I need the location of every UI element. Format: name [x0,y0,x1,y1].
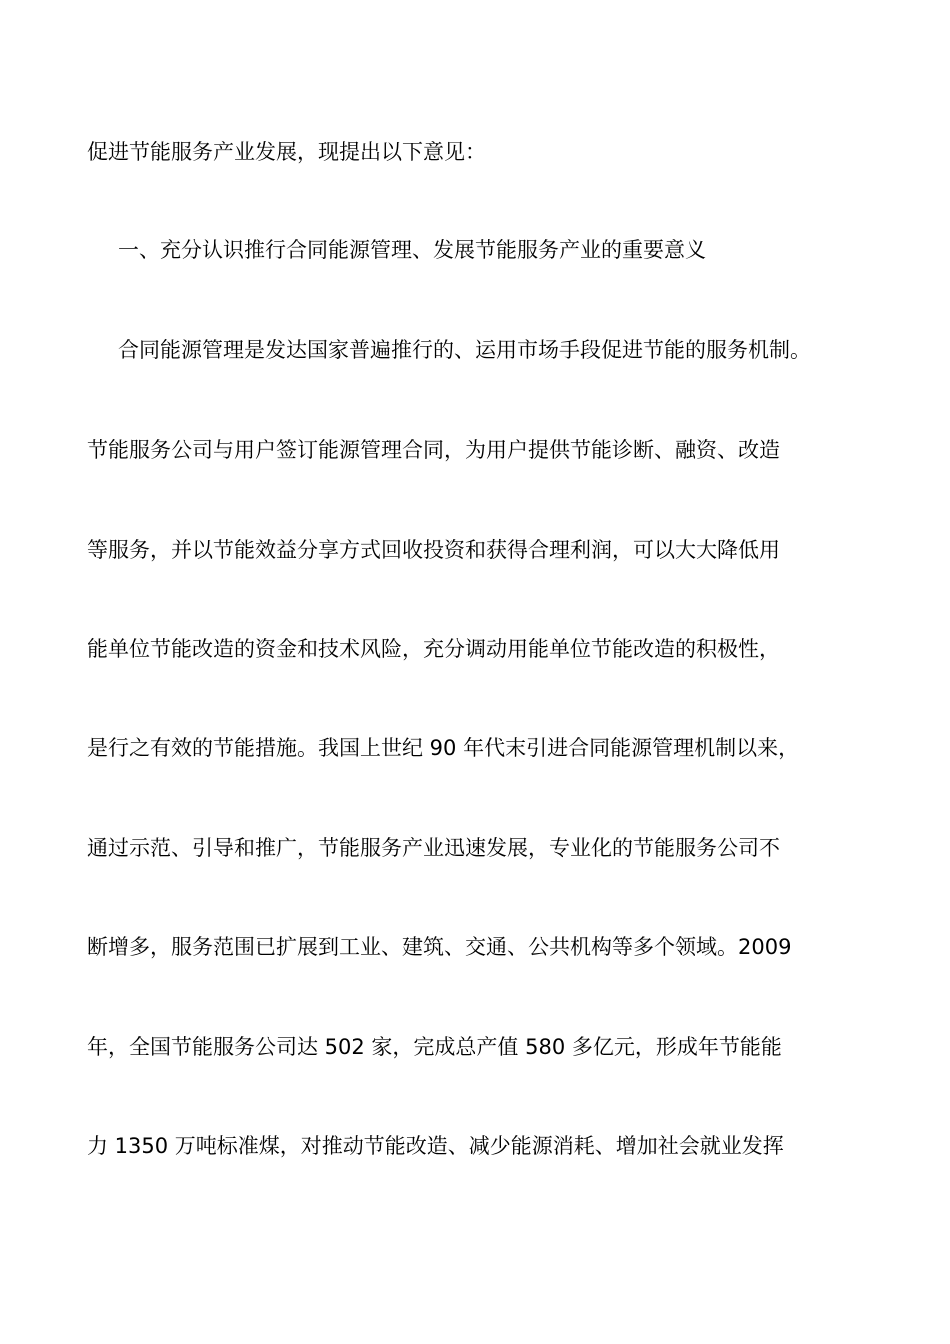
paragraph-line: 是行之有效的节能措施。我国上世纪 90 年代末引进合同能源管理机制以来， [87,736,800,760]
paragraph-line-intro: 促进节能服务产业发展，现提出以下意见： [87,140,486,164]
paragraph-line: 断增多，服务范围已扩展到工业、建筑、交通、公共机构等多个领域。2009 [87,935,792,959]
paragraph-line: 年，全国节能服务公司达 502 家，完成总产值 580 多亿元，形成年节能能 [87,1035,782,1059]
paragraph-line: 节能服务公司与用户签订能源管理合同，为用户提供节能诊断、融资、改造 [87,438,780,462]
paragraph-line: 等服务，并以节能效益分享方式回收投资和获得合理利润，可以大大降低用 [87,538,780,562]
paragraph-line: 力 1350 万吨标准煤，对推动节能改造、减少能源消耗、增加社会就业发挥 [87,1134,784,1158]
paragraph-line: 合同能源管理是发达国家普遍推行的、运用市场手段促进节能的服务机制。 [118,338,811,362]
section-heading: 一、充分认识推行合同能源管理、发展节能服务产业的重要意义 [118,238,706,262]
paragraph-line: 能单位节能改造的资金和技术风险，充分调动用能单位节能改造的积极性， [87,637,780,661]
paragraph-line: 通过示范、引导和推广，节能服务产业迅速发展，专业化的节能服务公司不 [87,836,780,860]
